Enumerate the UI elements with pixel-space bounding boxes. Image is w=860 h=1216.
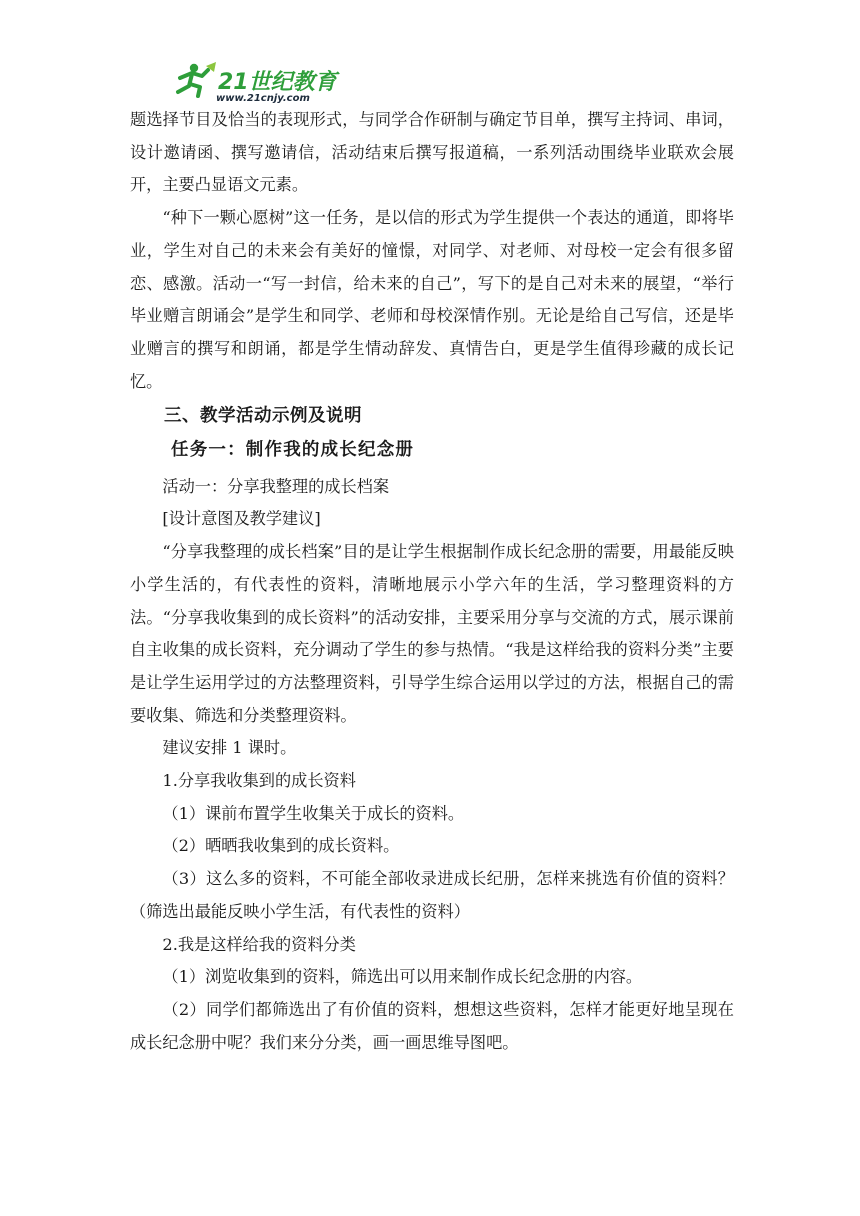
logo-graphic [172, 56, 342, 106]
paragraph-wish-tree: “种下一颗心愿树”这一任务，是以信的形式为学生提供一个表达的通道，即将毕业，学生对自己的未来会有美好的憧憬，对同学、对老师、对母校一定会有很多留恋、感激。活动一“写一封信，给未来的自己”，写下的是自己对未来的展望，“举行毕业赠言朗诵会”是学生和同学、老师和母校深情作别。无论是给自己写信，还是毕业赠言的撰写和朗诵，都是学生情动辞发、真情告白，更是学生值得珍藏的成长记忆。 [130, 208, 734, 391]
document-body [130, 104, 734, 1059]
list-item-1: 1.分享我收集到的成长资料 [162, 771, 356, 791]
section-heading: 三、教学活动示例及说明 [164, 406, 362, 427]
task-heading: 任务一：制作我的成长纪念册 [171, 440, 415, 461]
list-item-2-2: （2）同学们都筛选出了有价值的资料，想想这些资料，怎样才能更好地呈现在成长纪念册中呢？我们来分分类，画一画思维导图吧。 [130, 999, 734, 1052]
list-item-2-1: （1）浏览收集到的资料，筛选出可以用来制作成长纪念册的内容。 [162, 967, 643, 987]
activity-title: 活动一：分享我整理的成长档案 [162, 476, 390, 496]
paragraph-design-intent: “分享我整理的成长档案”目的是让学生根据制作成长纪念册的需要，用最能反映小学生活的，有代表性的资料，清晰地展示小学六年的生活，学习整理资料的方法。“分享我收集到的成长资料”的活动安排，主要采用分享与交流的方式，展示课前自主收集的成长资料，充分调动了学生的参与热情。“我是这样给我的资料分类”主要是让学生运用学过的方法整理资料，引导学生综合运用以学过的方法，根据自己的需要收集、筛选和分类整理资料。 [130, 542, 734, 725]
logo-main-text: 21世纪教育 [218, 70, 337, 95]
list-item-1-3: （3）这么多的资料，不可能全部收录进成长纪册，怎样来挑选有价值的资料？（筛选出最能反映小学生活，有代表性的资料） [130, 869, 734, 921]
lesson-suggestion: 建议安排 1 课时。 [162, 738, 297, 758]
paragraph-continued: 题选择节目及恰当的表现形式，与同学合作研制与确定节目单，撰写主持词、串词，设计邀请函、撰写邀请信，活动结束后撰写报道稿，一系列活动围绕毕业联欢会展开，主要凸显语文元素。 [130, 110, 734, 195]
design-intent-label: [设计意图及教学建议] [162, 509, 321, 529]
list-item-2: 2.我是这样给我的资料分类 [162, 934, 356, 954]
logo-url-text: www.21cnjy.com [216, 93, 310, 104]
list-item-1-2: （2）晒晒我收集到的成长资料。 [162, 836, 400, 856]
runner-icon [178, 62, 216, 96]
list-item-1-1: （1）课前布置学生收集关于成长的资料。 [162, 803, 465, 823]
logo [172, 56, 342, 106]
